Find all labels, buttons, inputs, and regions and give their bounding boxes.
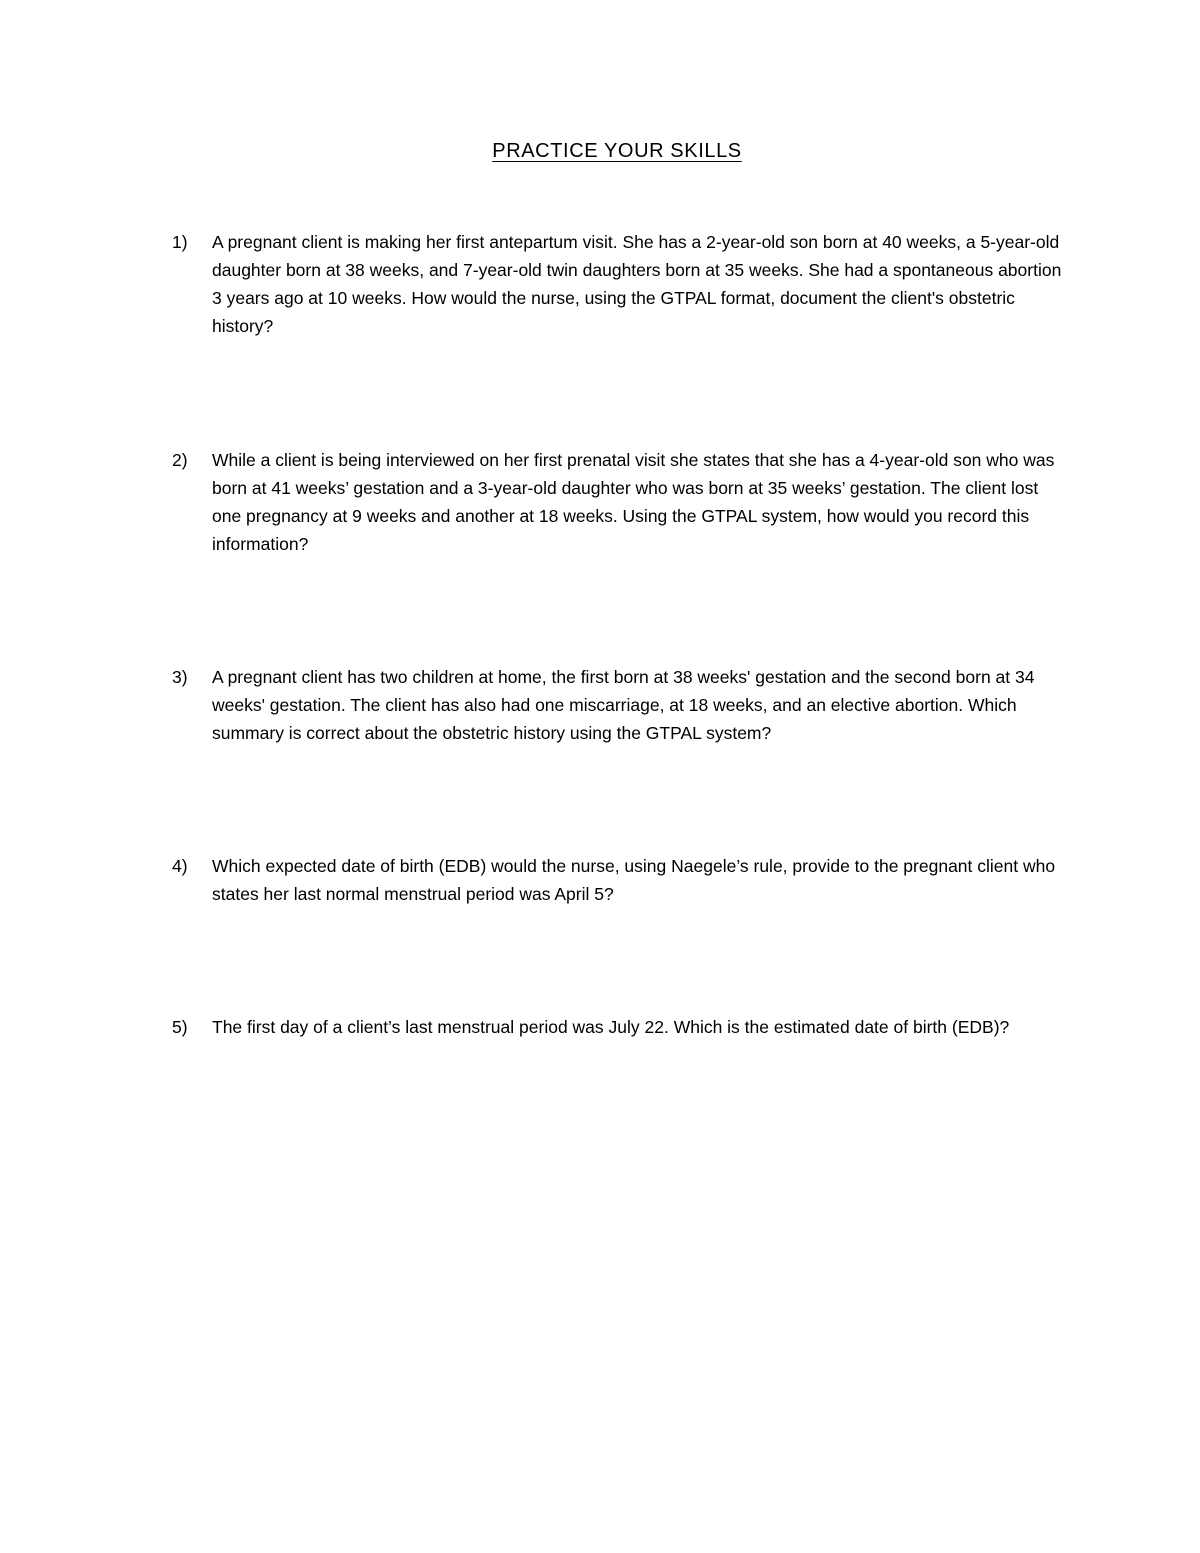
question-number: 3) <box>172 667 188 687</box>
question-text: The first day of a client’s last menstrual period was July 22. Which is the estimated date of birth (EDB)? <box>212 1017 1010 1037</box>
question-number: 5) <box>172 1017 188 1037</box>
page-title: PRACTICE YOUR SKILLS <box>492 140 742 162</box>
question-text: While a client is being interviewed on her first prenatal visit she states that she has a 4-year-old son who was born at 41 weeks’ gestation and a 3-year-old daughter who was born at 35 weeks’ gestation. The client lost one pregnancy at 9 weeks and another at 18 weeks. Using the GTPAL system, how would you record this information? <box>212 450 1055 554</box>
question-number: 4) <box>172 856 188 876</box>
question-text: Which expected date of birth (EDB) would the nurse, using Naegele’s rule, provide to the pregnant client who states her last normal menstrual period was April 5? <box>212 856 1056 904</box>
question-number: 2) <box>172 450 188 470</box>
question-text: A pregnant client has two children at home, the first born at 38 weeks' gestation and the second born at 34 weeks' gestation. The client has also had one miscarriage, at 18 weeks, and an elective abortion. Which summary is correct about the obstetric history using the GTPAL system? <box>212 667 1035 743</box>
question-number: 1) <box>172 232 188 252</box>
question-text: A pregnant client is making her first antepartum visit. She has a 2-year-old son born at 40 weeks, a 5-year-old daughter born at 38 weeks, and 7-year-old twin daughters born at 35 weeks. She had a spontaneous abortion 3 years ago at 10 weeks. How would the nurse, using the GTPAL format, document the client's obstetric history? <box>212 232 1062 336</box>
